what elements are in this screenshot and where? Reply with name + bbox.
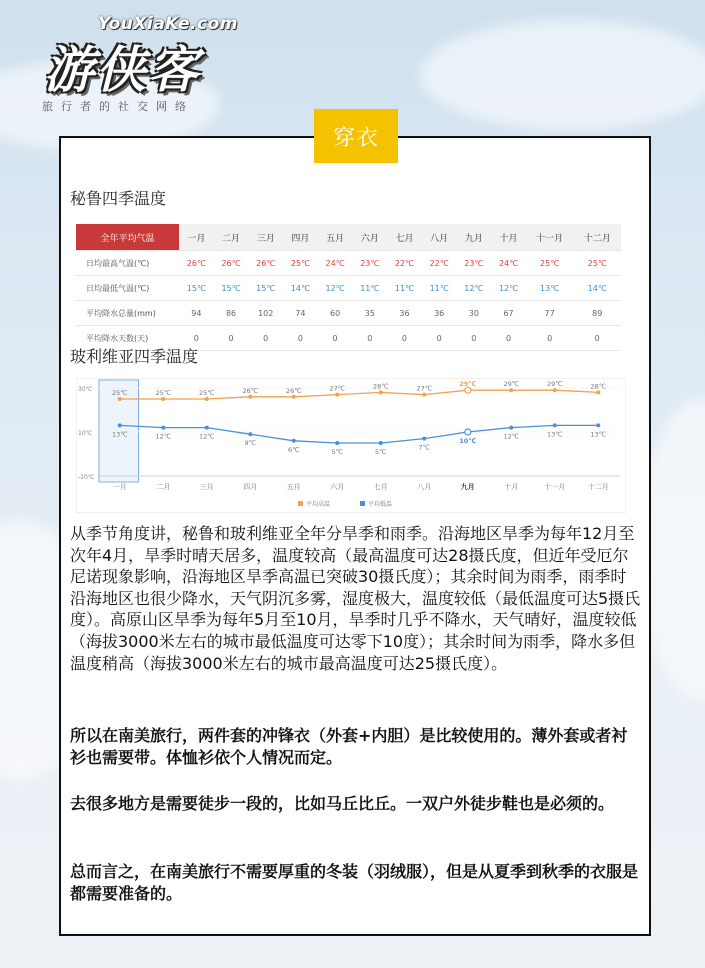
chart-data-label: 26℃ xyxy=(285,386,302,395)
table-cell: 60 xyxy=(318,301,353,326)
table-cell: 26℃ xyxy=(179,251,214,276)
table-cell: 24℃ xyxy=(318,251,353,276)
table-cell: 25℃ xyxy=(573,251,621,276)
table-header-row xyxy=(76,224,621,251)
table-cell: 24℃ xyxy=(491,251,526,276)
chart-data-point xyxy=(161,397,165,401)
chart-y-tick-label: 10℃ xyxy=(78,430,93,437)
chart-y-tick-label: -10℃ xyxy=(78,474,95,481)
chart-data-label: 7℃ xyxy=(418,443,430,452)
site-logo[interactable] xyxy=(38,12,258,117)
chart-data-label: 12℃ xyxy=(198,432,215,441)
table-cell: 77 xyxy=(526,301,574,326)
table-cell: 12℃ xyxy=(457,276,492,301)
summary-paragraph: 总而言之，在南美旅行不需要厚重的冬装（羽绒服），但是从夏季到秋季的衣服是都需要准备的。 xyxy=(70,862,639,903)
chart-data-point xyxy=(335,441,339,445)
table-cell: 74 xyxy=(283,301,318,326)
chart-data-point xyxy=(379,441,383,445)
chart-x-tick-label: 十月 xyxy=(504,483,519,491)
table-header-label: 全年平均气温 xyxy=(76,224,179,251)
table-month-header: 十一月 xyxy=(526,224,574,251)
table-cell: 0 xyxy=(422,326,457,351)
chart-data-point xyxy=(118,397,122,401)
table-month-header: 三月 xyxy=(248,224,283,251)
table-cell: 36 xyxy=(422,301,457,326)
chart-x-tick-label: 三月 xyxy=(199,483,214,491)
chart-data-label: 13℃ xyxy=(546,430,563,439)
peru-temperature-table xyxy=(76,224,621,351)
chart-background xyxy=(76,378,626,513)
clothing-paragraph: 所以在南美旅行，两件套的冲锋衣（外套+内胆）是比较使用的。薄外套或者衬衫也需要带。体恤衫依个人情况而定。 xyxy=(70,726,628,767)
chart-x-tick-label: 十二月 xyxy=(587,483,609,491)
table-month-header: 二月 xyxy=(214,224,249,251)
table-month-header: 九月 xyxy=(457,224,492,251)
logo-domain: YouXiaKe.com xyxy=(98,14,239,34)
table-row-label: 日均最低气温(℃) xyxy=(76,276,179,301)
table-month-header: 一月 xyxy=(179,224,214,251)
chart-x-tick-label: 二月 xyxy=(156,483,171,491)
chart-legend-label: 平均高温 xyxy=(306,501,331,508)
climate-paragraph: 从季节角度讲，秘鲁和玻利维亚全年分旱季和雨季。沿海地区旱季为每年12月至次年4月，旱季时晴天居多，温度较高（最高温度可达28摄氏度，但近年受厄尔尼诺现象影响，沿海地区旱季高温已突破30摄氏度）；其余时间为雨季，雨季时沿海地区也很少降水，天气阴沉多雾，湿度极大，温度较低（最低温度可达5摄氏度）。高原山区旱季为每年5月至10月，旱季时几乎不降水，天气晴好，温度较低（海拔3000米左右的城市最低温度可达零下10度）；其余时间为雨季，降水多但温度稍高（海拔3000米左右的城市最高温度可达25摄氏度）。 xyxy=(70,524,641,673)
chart-data-label: 27℃ xyxy=(416,384,433,393)
table-row-label: 平均降水天数(天) xyxy=(76,326,179,351)
background-cloud xyxy=(420,20,705,130)
chart-x-tick-label: 一月 xyxy=(112,483,127,491)
table-cell: 26℃ xyxy=(248,251,283,276)
table-month-header: 五月 xyxy=(318,224,353,251)
table-cell: 15℃ xyxy=(214,276,249,301)
chart-data-point xyxy=(248,432,252,436)
chart-data-point xyxy=(205,426,209,430)
table-month-header: 六月 xyxy=(352,224,387,251)
table-cell: 23℃ xyxy=(352,251,387,276)
bolivia-section-title: 玻利维亚四季温度 xyxy=(70,347,199,366)
table-cell: 13℃ xyxy=(526,276,574,301)
chart-data-label: 25℃ xyxy=(198,389,215,397)
logo-slogan: 旅行者的社交网络 xyxy=(42,100,194,113)
chart-data-point xyxy=(292,395,296,399)
chart-x-tick-label: 七月 xyxy=(373,483,388,491)
table-cell: 0 xyxy=(283,326,318,351)
chart-data-point xyxy=(553,388,557,392)
table-cell: 15℃ xyxy=(248,276,283,301)
table-cell: 15℃ xyxy=(179,276,214,301)
chart-data-label: 12℃ xyxy=(503,432,520,441)
table-cell: 22℃ xyxy=(387,251,422,276)
logo-name: 游侠客 xyxy=(44,41,200,99)
table-cell: 14℃ xyxy=(573,276,621,301)
chart-x-tick-label: 四月 xyxy=(243,483,258,491)
table-cell: 14℃ xyxy=(283,276,318,301)
chart-y-tick-label: 30℃ xyxy=(78,386,93,393)
shoes-paragraph: 去很多地方是需要徒步一段的，比如马丘比丘。一双户外徒步鞋也是必须的。 xyxy=(70,794,615,813)
chart-legend-swatch xyxy=(360,501,365,506)
table-cell: 36 xyxy=(387,301,422,326)
chart-legend-swatch xyxy=(298,501,303,506)
section-badge: 穿衣 xyxy=(314,109,398,163)
chart-data-label: 5℃ xyxy=(375,448,387,456)
table-cell: 11℃ xyxy=(352,276,387,301)
chart-data-label: 12℃ xyxy=(155,432,172,441)
table-cell: 11℃ xyxy=(422,276,457,301)
chart-data-label: 6℃ xyxy=(288,445,300,454)
chart-data-point xyxy=(422,437,426,441)
chart-data-point xyxy=(596,390,600,394)
chart-data-point xyxy=(509,388,513,392)
chart-data-label: 25℃ xyxy=(111,389,128,397)
chart-data-label: 10℃ xyxy=(459,437,477,445)
table-cell: 11℃ xyxy=(387,276,422,301)
chart-data-point xyxy=(465,429,471,435)
chart-data-point xyxy=(205,397,209,401)
table-month-header: 八月 xyxy=(422,224,457,251)
table-cell: 0 xyxy=(318,326,353,351)
table-cell: 25℃ xyxy=(283,251,318,276)
chart-data-point xyxy=(161,426,165,430)
chart-data-label: 13℃ xyxy=(111,430,128,439)
table-cell: 0 xyxy=(526,326,574,351)
table-cell: 35 xyxy=(352,301,387,326)
table-cell: 0 xyxy=(387,326,422,351)
chart-data-label: 29℃ xyxy=(546,380,563,389)
chart-data-point xyxy=(422,393,426,397)
table-cell: 22℃ xyxy=(422,251,457,276)
table-cell: 26℃ xyxy=(214,251,249,276)
table-cell: 23℃ xyxy=(457,251,492,276)
table-cell: 30 xyxy=(457,301,492,326)
table-cell: 12℃ xyxy=(491,276,526,301)
table-cell: 67 xyxy=(491,301,526,326)
table-cell: 0 xyxy=(352,326,387,351)
chart-data-point xyxy=(596,423,600,427)
table-cell: 0 xyxy=(491,326,526,351)
table-month-header: 十月 xyxy=(491,224,526,251)
chart-x-tick-label: 八月 xyxy=(417,483,432,491)
chart-data-label: 13℃ xyxy=(590,430,607,439)
chart-x-tick-label: 六月 xyxy=(330,483,345,491)
chart-legend-label: 平均低温 xyxy=(368,501,393,508)
chart-data-label: 25℃ xyxy=(155,389,172,397)
table-cell: 89 xyxy=(573,301,621,326)
chart-data-label: 29℃ xyxy=(459,380,477,389)
chart-data-label: 28℃ xyxy=(372,382,389,391)
table-row xyxy=(76,251,621,276)
table-row xyxy=(76,301,621,326)
chart-data-label: 27℃ xyxy=(329,384,346,393)
chart-data-label: 9℃ xyxy=(244,439,256,448)
peru-section-title: 秘鲁四季温度 xyxy=(70,189,167,208)
table-cell: 86 xyxy=(214,301,249,326)
chart-data-label: 28℃ xyxy=(590,382,607,391)
chart-data-point xyxy=(509,426,513,430)
table-month-header: 十二月 xyxy=(573,224,621,251)
table-cell: 0 xyxy=(248,326,283,351)
table-row-label: 平均降水总量(mm) xyxy=(76,301,179,326)
chart-data-label: 26℃ xyxy=(242,386,259,395)
table-cell: 102 xyxy=(248,301,283,326)
table-cell: 0 xyxy=(179,326,214,351)
table-cell: 12℃ xyxy=(318,276,353,301)
chart-x-tick-label: 五月 xyxy=(286,483,301,491)
table-row-label: 日均最高气温(℃) xyxy=(76,251,179,276)
chart-data-point xyxy=(379,390,383,394)
bolivia-temperature-chart xyxy=(76,378,626,513)
table-cell: 0 xyxy=(457,326,492,351)
chart-x-tick-label: 十一月 xyxy=(544,483,566,491)
chart-data-point xyxy=(248,395,252,399)
chart-data-point xyxy=(553,423,557,427)
table-month-header: 七月 xyxy=(387,224,422,251)
table-cell: 0 xyxy=(573,326,621,351)
table-cell: 94 xyxy=(179,301,214,326)
table-month-header: 四月 xyxy=(283,224,318,251)
table-cell: 25℃ xyxy=(526,251,574,276)
chart-data-label: 29℃ xyxy=(503,380,520,389)
table-row xyxy=(76,276,621,301)
chart-data-label: 5℃ xyxy=(331,448,343,456)
table-cell: 0 xyxy=(214,326,249,351)
chart-data-point xyxy=(292,439,296,443)
chart-data-point xyxy=(118,423,122,427)
chart-data-point xyxy=(335,393,339,397)
chart-x-tick-label: 九月 xyxy=(460,483,475,491)
